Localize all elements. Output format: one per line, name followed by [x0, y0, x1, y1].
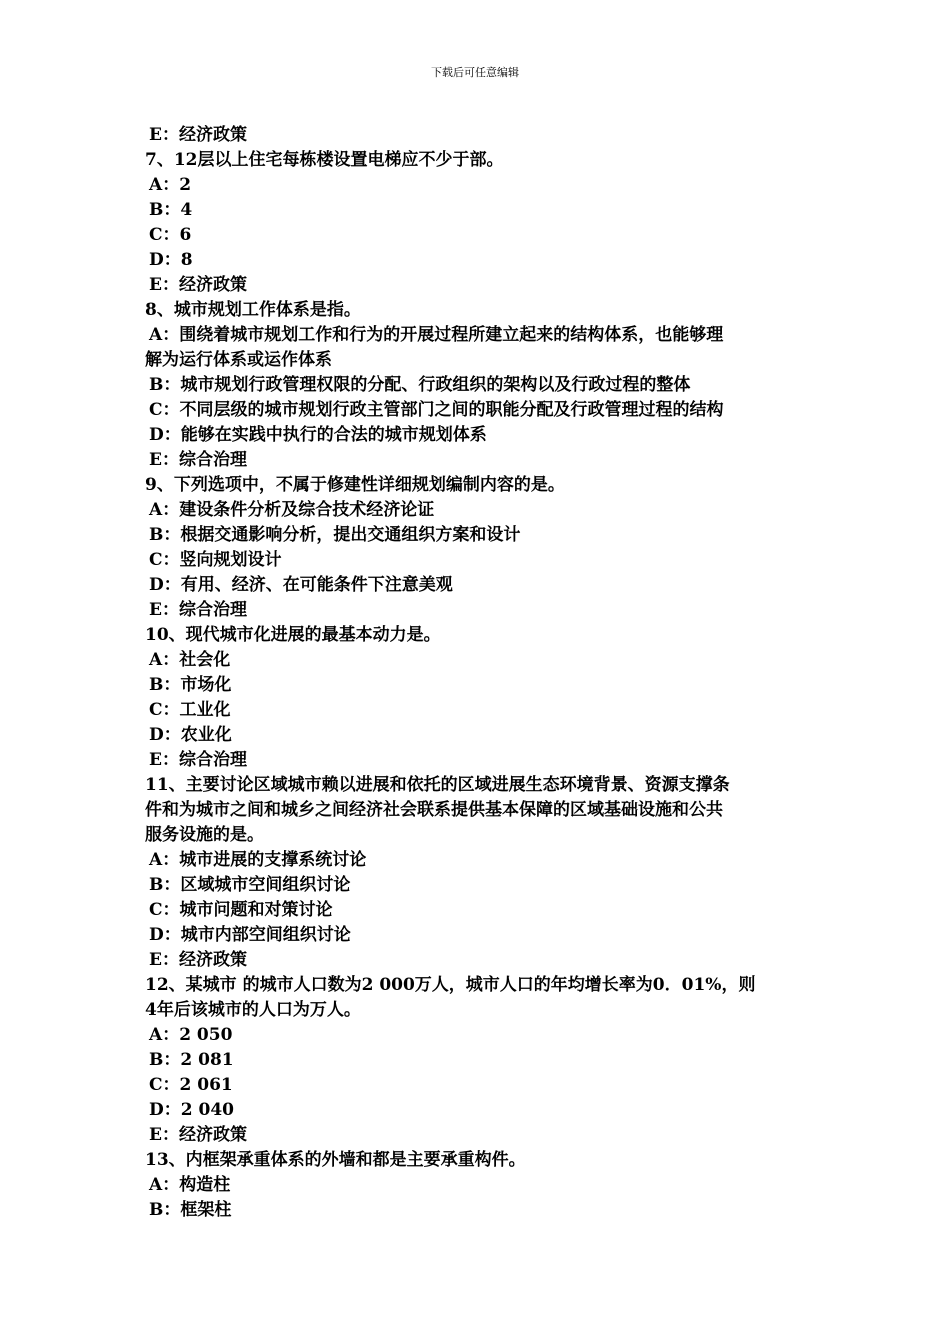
answer-option: D：有用、经济、在可能条件下注意美观 [149, 575, 453, 595]
question-text: 9、下列选项中，不属于修建性详细规划编制内容的是。 [145, 475, 565, 495]
answer-option: D：8 [149, 250, 193, 270]
answer-option: A：城市进展的支撑系统讨论 [149, 850, 367, 870]
answer-option: A：构造柱 [149, 1175, 231, 1195]
answer-option: B：根据交通影响分析，提出交通组织方案和设计 [149, 525, 521, 545]
answer-option: E：综合治理 [149, 750, 247, 770]
question-text: 13、内框架承重体系的外墙和都是主要承重构件。 [145, 1150, 526, 1170]
answer-option: C：竖向规划设计 [149, 550, 282, 570]
answer-option: B：区域城市空间组织讨论 [149, 875, 351, 895]
answer-option: C：6 [149, 225, 192, 245]
question-text: 4年后该城市的人口为万人。 [145, 1000, 361, 1020]
question-text: 11、主要讨论区域城市赖以进展和依托的区域进展生态环境背景、资源支撑条 [145, 775, 730, 795]
question-text: 件和为城市之间和城乡之间经济社会联系提供基本保障的区域基础设施和公共 [145, 800, 723, 820]
answer-option: D：2 040 [149, 1100, 234, 1120]
answer-option: A：社会化 [149, 650, 231, 670]
answer-option: B：框架柱 [149, 1200, 232, 1220]
answer-option: E：经济政策 [149, 275, 247, 295]
question-text: 10、现代城市化进展的最基本动力是。 [145, 625, 441, 645]
answer-option: B：4 [149, 200, 193, 220]
answer-option: B：2 081 [149, 1050, 234, 1070]
answer-option: A：围绕着城市规划工作和行为的开展过程所建立起来的结构体系，也能够理 [149, 325, 724, 345]
answer-option: B：城市规划行政管理权限的分配、行政组织的架构以及行政过程的整体 [149, 375, 691, 395]
answer-option: A：2 050 [149, 1025, 233, 1045]
question-text: 12、某城市 的城市人口数为2 000万人，城市人口的年均增长率为0．01%，则 [145, 975, 756, 995]
answer-option: E：综合治理 [149, 450, 247, 470]
answer-option: D：能够在实践中执行的合法的城市规划体系 [149, 425, 487, 445]
answer-option: E：经济政策 [149, 125, 247, 145]
answer-option: C：城市问题和对策讨论 [149, 900, 333, 920]
page-header: 下载后可任意编辑 [431, 66, 519, 79]
answer-option: A：2 [149, 175, 192, 195]
answer-option: A：建设条件分析及综合技术经济论证 [149, 500, 435, 520]
document-body [145, 123, 810, 1223]
question-text: 8、城市规划工作体系是指。 [145, 300, 361, 320]
answer-option: C：工业化 [149, 700, 231, 720]
question-text: 解为运行体系或运作体系 [145, 350, 332, 370]
question-text: 服务设施的是。 [145, 825, 264, 845]
answer-option: E：综合治理 [149, 600, 247, 620]
answer-option: B：市场化 [149, 675, 232, 695]
answer-option: E：经济政策 [149, 950, 247, 970]
answer-option: C：不同层级的城市规划行政主管部门之间的职能分配及行政管理过程的结构 [149, 400, 724, 420]
answer-option: D：农业化 [149, 725, 232, 745]
question-text: 7、12层以上住宅每栋楼设置电梯应不少于部。 [145, 150, 504, 170]
answer-option: C：2 061 [149, 1075, 233, 1095]
answer-option: E：经济政策 [149, 1125, 247, 1145]
answer-option: D：城市内部空间组织讨论 [149, 925, 351, 945]
